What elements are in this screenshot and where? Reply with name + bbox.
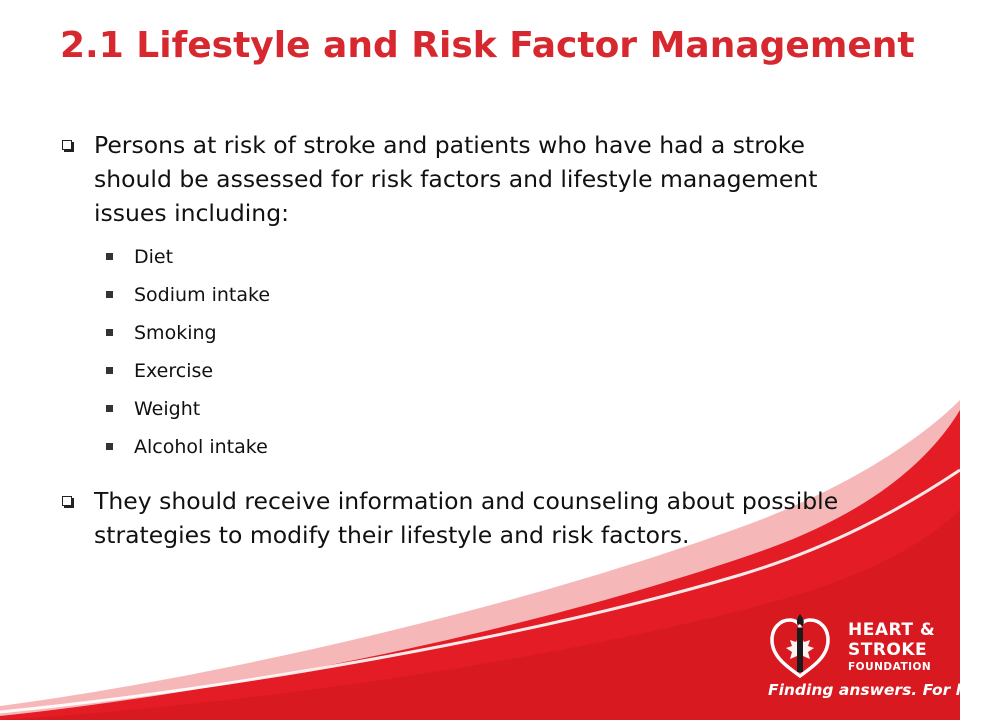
- sub-bullet-item: [104, 390, 882, 428]
- sub-bullet-item: [104, 352, 882, 390]
- sub-bullet-item: [104, 276, 882, 314]
- square-bullet-icon: [106, 405, 113, 412]
- bullet-item: [62, 484, 882, 552]
- logo-text-line3: FOUNDATION: [848, 661, 932, 673]
- bullet-text: Persons at risk of stroke and patients who have had a stroke should be assessed for risk factors and lifestyle management issues including:: [94, 131, 818, 227]
- square-bullet-icon: [106, 329, 113, 336]
- sub-bullet-text: Sodium intake: [134, 284, 271, 306]
- sub-bullet-text: Smoking: [134, 322, 217, 344]
- sub-bullet-list: [104, 238, 882, 466]
- sub-bullet-item: [104, 314, 882, 352]
- bullet-text: They should receive information and counseling about possible strategies to modify their lifestyle and risk factors.: [94, 487, 839, 549]
- slide-title: 2.1 Lifestyle and Risk Factor Management: [60, 25, 915, 66]
- sub-bullet-text: Alcohol intake: [134, 436, 268, 458]
- checkbox-bullet-icon: [62, 140, 72, 150]
- sub-bullet-text: Exercise: [134, 360, 214, 382]
- square-bullet-icon: [106, 253, 113, 260]
- logo-text-line1: HEART &: [848, 620, 936, 640]
- bullet-list: [62, 128, 882, 552]
- square-bullet-icon: [106, 367, 113, 374]
- checkbox-bullet-icon: [62, 496, 72, 506]
- logo-text-line2: STROKE: [848, 640, 928, 660]
- bullet-item: [62, 128, 882, 230]
- sub-bullet-item: [104, 428, 882, 466]
- square-bullet-icon: [106, 443, 113, 450]
- logo-tagline: Finding answers. For life.: [768, 681, 989, 699]
- square-bullet-icon: [106, 291, 113, 298]
- sub-bullet-item: [104, 238, 882, 276]
- sub-bullet-text: Diet: [134, 246, 174, 268]
- sub-bullet-text: Weight: [134, 398, 201, 420]
